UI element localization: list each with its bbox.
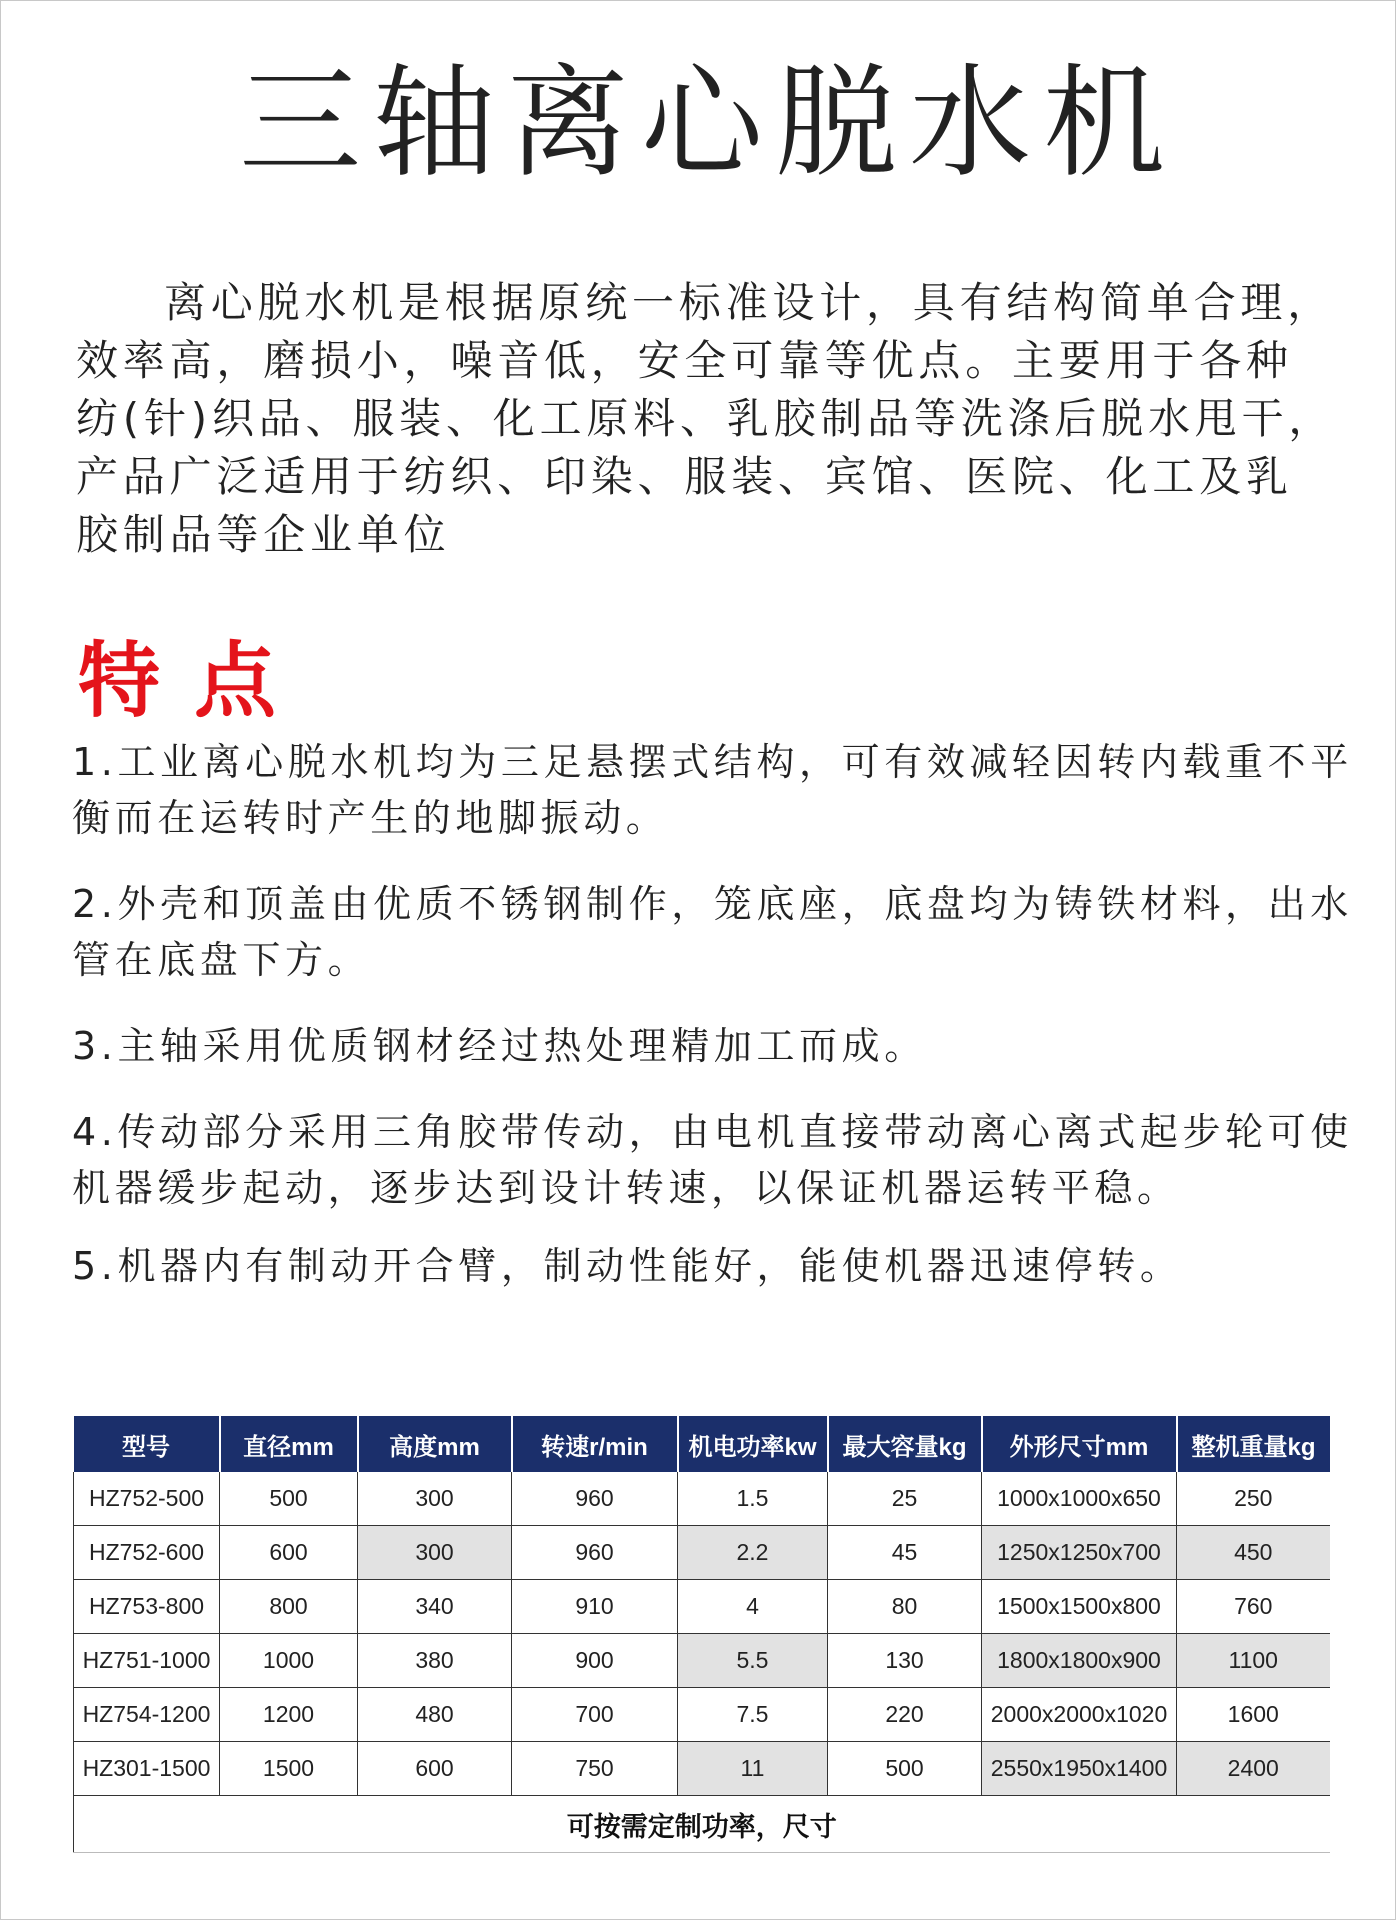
table-cell: 600 (358, 1742, 512, 1796)
table-header-row (74, 1416, 1330, 1472)
feature-item: 2.外壳和顶盖由优质不锈钢制作，笼底座，底盘均为铸铁材料，出水管在底盘下方。 (72, 882, 1353, 982)
table-cell: 1000x1000x650 (982, 1472, 1177, 1526)
table-cell: 2.2 (678, 1526, 828, 1580)
table-cell: 5.5 (678, 1634, 828, 1688)
table-cell: 960 (512, 1472, 678, 1526)
table-row (74, 1526, 1330, 1580)
column-header: 机电功率kw (678, 1416, 828, 1472)
table-cell: HZ753-800 (74, 1580, 220, 1634)
table-cell: 220 (828, 1688, 982, 1742)
table-cell: 760 (1177, 1580, 1330, 1634)
spec-table (73, 1416, 1330, 1853)
table-cell: HZ751-1000 (74, 1634, 220, 1688)
table-cell: HZ752-600 (74, 1526, 220, 1580)
table-cell: 480 (358, 1688, 512, 1742)
intro-paragraph: 离心脱水机是根据原统一标准设计，具有结构简单合理，效率高，磨损小，噪音低，安全可靠等优点。主要用于各种纺(针)织品、服装、化工原料、乳胶制品等洗涤后脱水甩干，产品广泛适用于纺织、印染、服装、宾馆、医院、化工及乳胶制品等企业单位 (76, 278, 1336, 559)
table-cell: 11 (678, 1742, 828, 1796)
table-cell: 1600 (1177, 1688, 1330, 1742)
table-cell: 750 (512, 1742, 678, 1796)
table-cell: 800 (220, 1580, 358, 1634)
column-header: 型号 (74, 1416, 220, 1472)
table-row (74, 1472, 1330, 1526)
table-cell: 45 (828, 1526, 982, 1580)
table-cell: 340 (358, 1580, 512, 1634)
table-cell: 380 (358, 1634, 512, 1688)
table-cell: 1250x1250x700 (982, 1526, 1177, 1580)
features-heading: 特点 (78, 633, 311, 729)
column-header: 最大容量kg (828, 1416, 982, 1472)
column-header: 整机重量kg (1177, 1416, 1330, 1472)
feature-item: 1.工业离心脱水机均为三足悬摆式结构，可有效减轻因转内载重不平衡而在运转时产生的地脚振动。 (72, 740, 1353, 840)
table-cell: 600 (220, 1526, 358, 1580)
table-cell: 900 (512, 1634, 678, 1688)
table-cell: 80 (828, 1580, 982, 1634)
table-row (74, 1580, 1330, 1634)
table-cell: 960 (512, 1526, 678, 1580)
table-row (74, 1634, 1330, 1688)
column-header: 直径mm (220, 1416, 358, 1472)
table-row (74, 1688, 1330, 1742)
table-cell: 1500 (220, 1742, 358, 1796)
table-cell: HZ752-500 (74, 1472, 220, 1526)
table-cell: 700 (512, 1688, 678, 1742)
column-header: 外形尺寸mm (982, 1416, 1177, 1472)
column-header: 高度mm (358, 1416, 512, 1472)
custom-note: 可按需定制功率，尺寸 (74, 1796, 1330, 1853)
table-cell: 1800x1800x900 (982, 1634, 1177, 1688)
page-title: 三轴离心脱水机 (239, 52, 1177, 194)
table-cell: HZ301-1500 (74, 1742, 220, 1796)
table-cell: 7.5 (678, 1688, 828, 1742)
table-cell: 1000 (220, 1634, 358, 1688)
feature-item: 4.传动部分采用三角胶带传动，由电机直接带动离心离式起步轮可使机器缓步起动，逐步达到设计转速，以保证机器运转平稳。 (72, 1110, 1353, 1210)
table-cell: 1.5 (678, 1472, 828, 1526)
table-cell: 2550x1950x1400 (982, 1742, 1177, 1796)
table-cell: 2400 (1177, 1742, 1330, 1796)
table-cell: 1200 (220, 1688, 358, 1742)
table-cell: 1500x1500x800 (982, 1580, 1177, 1634)
table-cell: 130 (828, 1634, 982, 1688)
table-cell: 4 (678, 1580, 828, 1634)
table-cell: 500 (220, 1472, 358, 1526)
table-cell: 300 (358, 1472, 512, 1526)
table-cell: 500 (828, 1742, 982, 1796)
table-cell: 300 (358, 1526, 512, 1580)
table-cell: 25 (828, 1472, 982, 1526)
feature-item: 3.主轴采用优质钢材经过热处理精加工而成。 (72, 1024, 927, 1068)
table-footer-row (74, 1796, 1330, 1853)
table-cell: 2000x2000x1020 (982, 1688, 1177, 1742)
column-header: 转速r/min (512, 1416, 678, 1472)
table-cell: 250 (1177, 1472, 1330, 1526)
table-cell: 450 (1177, 1526, 1330, 1580)
feature-item: 5.机器内有制动开合臂，制动性能好，能使机器迅速停转。 (72, 1244, 1183, 1288)
table-row (74, 1742, 1330, 1796)
table-cell: 1100 (1177, 1634, 1330, 1688)
table-cell: HZ754-1200 (74, 1688, 220, 1742)
table-cell: 910 (512, 1580, 678, 1634)
